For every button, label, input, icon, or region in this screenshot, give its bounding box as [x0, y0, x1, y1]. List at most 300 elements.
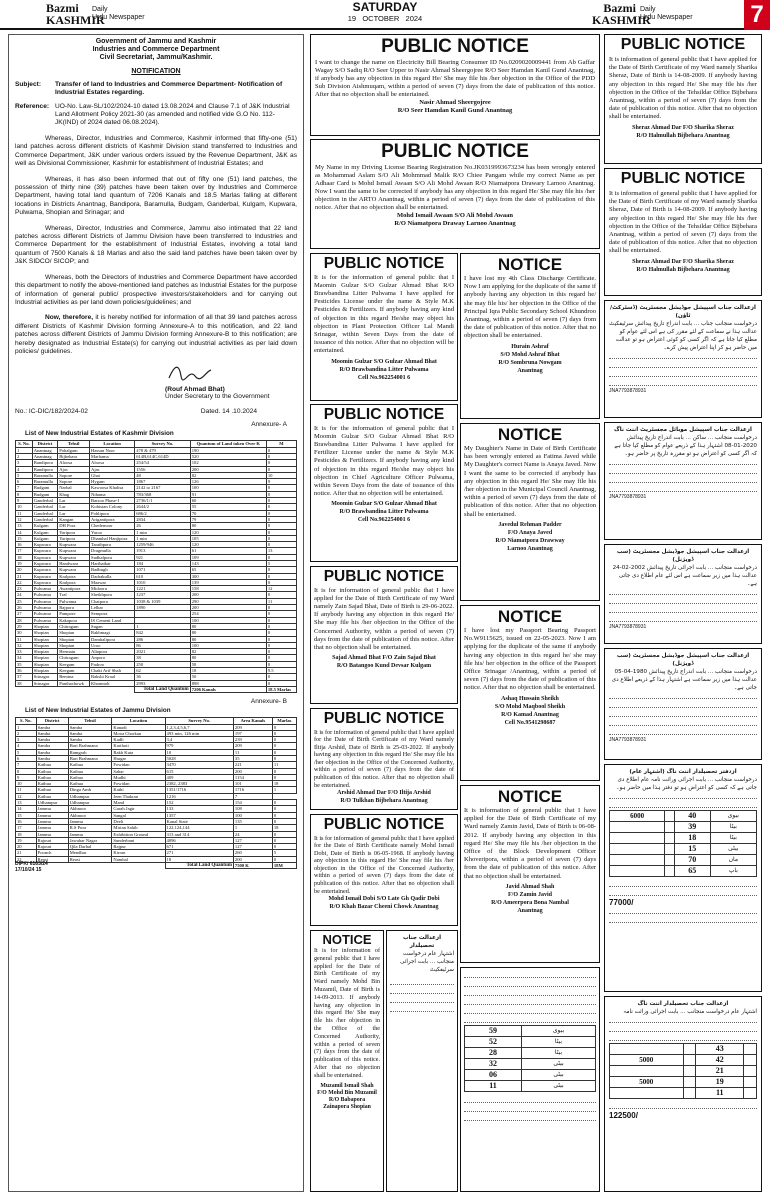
table-cell: Mand: [112, 800, 165, 806]
table-cell: Ajas: [90, 466, 135, 472]
table-cell: 12: [16, 793, 37, 799]
table-cell: 18: [165, 856, 233, 862]
left-brand: Bazmi KASHMIR: [46, 1, 105, 27]
urdu-notice-u3: ازعدالت جناب اسپیشل جوڈیشل مجسٹریٹ (سب ڈویژنل) درخواست منجانب ... بابت اجرائی تاریخ پیدائش 2002-02-24 عدالت ہذا میں زیر سماعت ہے اس لئے عام اطلاع دی جاتی ہے۔ JNA7793878931: [604, 544, 762, 644]
heir-cell: [683, 1088, 696, 1099]
table-cell: 18: [16, 554, 33, 560]
table-header-cell: Tehsil: [58, 441, 90, 447]
public-notice-fertilizer: PUBLIC NOTICE It is for the information of general public that I Moomin Gulzar S/O Gulzar Ahmad Bhat R/O Brawbandina Litter Pulwama I have applied for Fertilizer License under the name & Style M.K Pesticides & Fertilizers. If anybody having any kind of objection in this regard He/she may object his objection in Chief Agriculture Officer Pulwama, within Seven Days from the date of issuance of this notice. After that no objection will be entertained. Moomin Gulzar S/O Gulzar Ahmad Bhat R/O Brawbandina Litter Pulwama Cell No.962254001 6: [310, 404, 458, 562]
table-cell: 221: [233, 762, 272, 768]
table-cell: Jammu: [36, 806, 68, 812]
table-cell: Mirian Sahib: [112, 825, 165, 831]
table-cell: 26: [16, 605, 33, 611]
table-cell: Kulgam: [32, 523, 57, 529]
table-cell: 86: [135, 642, 191, 648]
table-cell: 11: [233, 749, 272, 755]
table-cell: 10: [16, 781, 37, 787]
table-cell: Shopian: [32, 655, 57, 661]
table-cell: 271: [165, 850, 233, 856]
table-cell: 493 min, 126 min: [165, 730, 233, 736]
table-cell: 3: [16, 737, 37, 743]
right-sub: Daily Urdu Newspaper: [640, 6, 693, 21]
table-cell: Kawoosa Khalisa: [90, 485, 135, 491]
table-cell: 3470: [165, 762, 233, 768]
table-cell: 21: [16, 573, 33, 579]
table-cell: Samba: [36, 743, 68, 749]
table-cell: 1: [272, 787, 296, 793]
heir-cell: 15: [674, 844, 710, 855]
table-cell: 2021: [135, 649, 191, 655]
table-cell: 0: [272, 730, 296, 736]
table-cell: 135: [233, 818, 272, 824]
table-cell: 0: [266, 529, 296, 535]
table-cell: 0: [266, 617, 296, 623]
annexure-a-total-label: Total Land Quantum: [135, 686, 191, 692]
table-cell: 18: [272, 781, 296, 787]
table-cell: 0: [266, 630, 296, 636]
table-cell: 0: [266, 447, 296, 453]
table-cell: Mooa Chorkan: [112, 730, 165, 736]
table-cell: Exhibition Ground: [112, 831, 165, 837]
notification-heading: NOTIFICATION: [131, 68, 181, 75]
heir-row: [610, 1077, 757, 1088]
table-cell: Hassan Noor: [90, 447, 135, 453]
table-cell: 101: [233, 781, 272, 787]
heir-cell: باپ: [710, 866, 756, 877]
table-cell: 154: [233, 800, 272, 806]
table-cell: Kupwara: [32, 548, 57, 554]
table-cell: Maawar: [90, 579, 135, 585]
table-cell: Kupwara: [58, 567, 90, 573]
table-cell: Rajouri: [36, 837, 68, 843]
table-cell: 50: [190, 674, 266, 680]
table-cell: Kathua: [68, 774, 112, 780]
table-cell: 1351/1716: [165, 787, 233, 793]
table-cell: Kupwara: [32, 542, 57, 548]
annexure-b-title: List of New Industrial Estates of Jammu Division: [25, 707, 171, 715]
table-cell: Samba: [36, 737, 68, 743]
heir-cell: [610, 855, 665, 866]
table-cell: Kathua: [36, 774, 68, 780]
table-cell: Ganderbal: [32, 504, 57, 510]
table-cell: 0: [272, 831, 296, 837]
table-cell: 26: [135, 523, 191, 529]
table-cell: Kanadi: [112, 724, 165, 730]
heir-cell: [665, 866, 675, 877]
table-cell: Rakhmagi: [90, 630, 135, 636]
table-cell: 2142 to 2167: [135, 485, 191, 491]
table-cell: Pulwama: [32, 586, 57, 592]
table-cell: 671: [165, 844, 233, 850]
table-cell: Mendhar: [68, 850, 112, 856]
table-cell: Ramgarh: [68, 749, 112, 755]
annexure-a-total-marlas: 18.5 Marlas: [266, 686, 296, 692]
table-cell: Kathua: [68, 762, 112, 768]
table-cell: 58: [190, 661, 266, 667]
heir-cell: 70: [674, 855, 710, 866]
table-header-cell: District: [36, 718, 68, 724]
table-cell: Fowidan: [112, 762, 165, 768]
table-cell: 105: [190, 535, 266, 541]
table-cell: Rajpur: [112, 844, 165, 850]
heir-cell: [683, 1044, 696, 1055]
table-cell: Midoora: [90, 586, 135, 592]
table-cell: 7: [16, 485, 33, 491]
table-cell: Kathua: [36, 781, 68, 787]
table-header-cell: Survey No.: [165, 718, 233, 724]
table-cell: 1 min: [135, 535, 191, 541]
table-cell: 23: [16, 586, 33, 592]
table-cell: Anpora: [90, 655, 135, 661]
heir-cell: 59: [465, 1026, 522, 1037]
heir-cell: 39: [674, 822, 710, 833]
table-cell: 0: [266, 510, 296, 516]
table-cell: 13: [16, 800, 37, 806]
table-cell: Ganderbal: [32, 516, 57, 522]
heir-cell: بیٹا: [521, 1048, 595, 1059]
table-cell: 14: [16, 529, 33, 535]
table-cell: 102: [190, 460, 266, 466]
table-cell: Kadli: [112, 737, 165, 743]
table-cell: 190: [190, 447, 266, 453]
table-cell: 19: [16, 837, 37, 843]
table-cell: 28: [16, 617, 33, 623]
table-cell: Karthoti: [112, 743, 165, 749]
table-cell: 109: [190, 554, 266, 560]
table-cell: 7: [16, 762, 37, 768]
table-cell: Lelhar: [90, 605, 135, 611]
heir-cell: بیٹا: [521, 1037, 595, 1048]
table-header-cell: Location: [112, 718, 165, 724]
table-cell: Shopian: [32, 649, 57, 655]
table-cell: 91: [190, 491, 266, 497]
heir-row: [465, 1081, 596, 1092]
table-cell: 62: [135, 668, 191, 674]
table-cell: Bemina: [58, 674, 90, 680]
table-header-cell: Survey No.: [135, 441, 191, 447]
table-cell: 184: [135, 560, 191, 566]
public-notice-sharika-2: PUBLIC NOTICE It is information of general public that I have applied for the Date of Birth Certificate of my Ward namely Sharika Sheraz, Date of Birth is 14-08-2009. If anybody having any objection in this regard He/ She may file his /her objection in the Office of the Tehsildar Office Bijbehara Anantnag, within a period of seven (7) days from the date of publication of this notice. After that no objection shall be entertained. Sheraz Ahmad Dar F/O Sharika Sheraz R/O Halmullah Bijbehara Anantnag: [604, 168, 762, 296]
heir-cell: 52: [465, 1037, 522, 1048]
table-cell: Nambal: [112, 856, 165, 862]
table-cell: Akhnoor: [68, 812, 112, 818]
table-cell: Udhampur: [68, 793, 112, 799]
table-cell: Poonch: [36, 850, 68, 856]
heir-cell: 28: [465, 1048, 522, 1059]
table-cell: 0: [266, 623, 296, 629]
table-cell: Kulgam: [32, 535, 57, 541]
table-cell: Chedernoor: [90, 523, 135, 529]
heir-row: [610, 866, 757, 877]
para-1: Whereas, Director, Industries and Commerce, Kashmir informed that fifty-one (51) land patches across different districts of Kashmir Division stand transferred to Industries and Commerce Department, J&K under various orders issued by the Revenue Department, J&K as well as Divisional Commissioner, Kashmir for establishment of Industrial Estates; and: [15, 135, 297, 168]
table-cell: 898: [190, 680, 266, 686]
table-cell: 38: [16, 680, 33, 686]
table-cell: Srinagar: [32, 674, 57, 680]
table-cell: Kathua: [36, 768, 68, 774]
table-cell: 290: [190, 598, 266, 604]
table-cell: Aliapora: [90, 649, 135, 655]
heir-cell: 32: [465, 1059, 522, 1070]
table-header-cell: District: [32, 441, 57, 447]
table-header-cell: S. No.: [16, 718, 37, 724]
table-cell: Sudhalpora: [90, 554, 135, 560]
table-cell: Shopian: [58, 636, 90, 642]
table-cell: Kupwara: [32, 573, 57, 579]
reference: Reference: UO-No. Law-SL/102/2024-10 dated 13.08.2024 and Clause 7.1 of J&K Industrial Land Allotment Policy 2021-30 (as amended and notified vide G.O No. 112-JK(IND) of 2024 dated 06.08.2024).: [15, 103, 290, 126]
urdu-notice-u4: ازعدالت جناب اسپیشل جوڈیشل مجسٹریٹ (سب ڈویژنل) درخواست منجانب ... بابت اندراج تاریخ پیدائش 1980-04-05 عدالت ہذا میں زیر سماعت ہے اشتہار ہذا کے ذریعے اطلاع دی جاتی ہے۔ JNA7793878931: [604, 648, 762, 760]
signatory-name: (Rouf Ahmad Bhat): [165, 386, 225, 394]
table-cell: 1: [135, 623, 191, 629]
table-cell: 7: [233, 793, 272, 799]
heir-row: [465, 1026, 596, 1037]
table-cell: Samba: [36, 749, 68, 755]
table-cell: 254: [190, 611, 266, 617]
table-cell: 127: [233, 844, 272, 850]
table-cell: 122,124,144: [165, 825, 233, 831]
public-notice-electricity: PUBLIC NOTICE I want to change the name on Electricity Bill Bearing Consumer ID No.0209020009441 from Ab Gaffar Wagay S/O Sadiq R/O Seer Upper to Nasir Ahmad Sheergojree R/O Seer Hamdan Kanil Gund Anantnag, if anybody has any objection in this regard He/ She may file his /her objection in the Office of the PDD Sub Division Aishmuqam, within a period of seven (7) days from the date of publication of this notice. After that no objection shall be entertained. Nasir Ahmad Sheergojree R/O Seer Hamdan Kanil Gund Anantnag: [310, 34, 600, 136]
table-cell: 615: [165, 768, 233, 774]
table-cell: 1237: [135, 592, 191, 598]
table-cell: Badbugh: [90, 567, 135, 573]
table-cell: 1154: [233, 774, 272, 780]
table-cell: Sangal: [112, 812, 165, 818]
table-cell: Kohistan Colony: [90, 504, 135, 510]
table-cell: 36: [16, 668, 33, 674]
table-cell: 12: [16, 516, 33, 522]
table-cell: 1556: [135, 466, 191, 472]
urdu-notice-u7: ازعدالت جناب تحصیلدار اننت ناگ اشتہار عام درخواست منجانب ... بابت اجرائی وراثت نامہ 43 5000 42 21 5000 19 11 122500/: [604, 996, 762, 1192]
table-cell: Bandipora: [32, 466, 57, 472]
table-cell: Rakh Kuta: [112, 749, 165, 755]
table-cell: 1890: [135, 605, 191, 611]
table-header-cell: Tehsil: [68, 718, 112, 724]
table-cell: 9: [266, 479, 296, 485]
table-cell: Bijbehara: [58, 453, 90, 459]
table-cell: Tarathpora: [90, 542, 135, 548]
heir-cell: [744, 1044, 757, 1055]
table-cell: 200: [190, 466, 266, 472]
table-cell: 2: [16, 730, 37, 736]
notice-zamin-javid: NOTICE It is information of general public that I have applied for the Date of Birth Certificate of my Ward namely Zamin Javid, Date of Birth is 06-08-2012. If anybody having any objection in this regard He/ She may file his /her objection in the Office of the Block Development Officer Khoveripora, within a period of seven (7) days from the date of publication of this notice. After that no objection shall be entertained. Javid Ahmad Shah F/O Zamin Javid R/O Ameerpora Bona Nambal Anantnag: [460, 785, 600, 963]
public-notice-pesticides: PUBLIC NOTICE It is for the information of general public that I Maomin Gulzar S/O Gulzar Ahmad Bhat R/O Brawbandina Litter Pulwama I have applied for Pesticides License under the name & Style M.K Pesticides & Fertilizers. If anybody having any kind of objection in this regard He/she may object his objection in Plant Protection Officer Lal Mandi Srinagar, within Seven Days from the date of issuance of this notice. After that no objection will be entertained. Moomin Gulzar S/O Gulzar Ahmad Bhat R/O Brawbandina Litter Pulwama Cell No.962254001 6: [310, 253, 458, 401]
table-cell: 921: [135, 554, 191, 560]
table-cell: 32: [16, 642, 33, 648]
heir-cell: 19: [696, 1077, 744, 1088]
table-cell: Yaripora: [58, 535, 90, 541]
u5-amount: 77000/: [609, 898, 634, 907]
table-cell: Kulgam: [32, 529, 57, 535]
table-cell: 4: [16, 466, 33, 472]
table-cell: 0: [266, 460, 296, 466]
heir-cell: 5000: [610, 1055, 684, 1066]
heir-cell: [665, 822, 675, 833]
table-cell: Pulwama: [32, 605, 57, 611]
table-cell: Kupwara: [32, 567, 57, 573]
heir-cell: بیٹی: [521, 1059, 595, 1070]
table-cell: 842: [135, 630, 191, 636]
table-cell: 0: [272, 837, 296, 843]
table-cell: 8: [16, 768, 37, 774]
table-cell: Keegam: [58, 661, 90, 667]
urdu-notice-u6-table: [460, 967, 600, 1192]
table-cell: Anantnag: [32, 447, 57, 453]
heir-cell: [610, 1066, 684, 1077]
table-cell: 254/54: [135, 460, 191, 466]
table-cell: Yaroo: [90, 529, 135, 535]
heir-cell: بیوی: [521, 1026, 595, 1037]
table-cell: Marhama: [90, 453, 135, 459]
table-cell: 0: [266, 535, 296, 541]
table-cell: Pampore: [58, 611, 90, 617]
govt-notification: [8, 34, 304, 1192]
annexure-b-total-label: Total Land Quantum: [165, 863, 233, 869]
table-cell: Pulwama: [32, 598, 57, 604]
table-cell: 209: [233, 724, 272, 730]
table-cell: 82: [190, 472, 266, 478]
table-cell: 0: [266, 523, 296, 529]
govt-header: Government of Jammu and Kashmir Industries and Commerce Department Civil Secretariat, Jammu/Kashmir.: [92, 38, 220, 61]
table-cell: Jammu: [36, 825, 68, 831]
heir-row: [610, 1055, 757, 1066]
table-cell: 60: [190, 498, 266, 504]
table-cell: 158: [190, 586, 266, 592]
table-cell: Lar: [58, 510, 90, 516]
table-cell: Sunderbani: [112, 837, 165, 843]
table-cell: 300: [190, 573, 266, 579]
table-header-cell: Location: [90, 441, 135, 447]
heir-row: [610, 844, 757, 855]
annexure-b-table: [15, 717, 297, 869]
table-cell: 0: [266, 498, 296, 504]
heir-row: [610, 811, 757, 822]
table-cell: DH Pora: [58, 523, 90, 529]
table-cell: Sopore: [58, 472, 90, 478]
table-cell: 36: [135, 674, 191, 680]
table-cell: 0: [266, 542, 296, 548]
table-cell: Lar: [58, 498, 90, 504]
table-cell: Qila Darhal: [68, 844, 112, 850]
table-cell: 0: [272, 856, 296, 862]
table-cell: 29: [16, 623, 33, 629]
heir-cell: 06: [465, 1070, 522, 1081]
table-cell: Shopian: [58, 630, 90, 636]
table-cell: 0: [272, 800, 296, 806]
table-cell: Awantipora: [58, 586, 90, 592]
heir-cell: 21: [696, 1066, 744, 1077]
table-cell: Pulwama: [58, 598, 90, 604]
table-cell: 0: [266, 516, 296, 522]
heir-cell: بیٹی: [521, 1081, 595, 1092]
heir-row: [610, 855, 757, 866]
table-cell: Anantnag: [32, 453, 57, 459]
table-cell: 11: [16, 787, 37, 793]
table-cell: 2644/2: [135, 504, 191, 510]
heir-row: [610, 822, 757, 833]
table-cell: 3,4: [165, 737, 233, 743]
table-cell: 200: [233, 856, 272, 862]
table-cell: Budgam: [32, 491, 57, 497]
table-cell: Kathua: [68, 768, 112, 774]
table-cell: 10: [266, 472, 296, 478]
table-cell: 1,2,3,4,5,6,7: [165, 724, 233, 730]
heir-cell: [665, 811, 675, 822]
table-cell: 200: [190, 605, 266, 611]
table-cell: 0: [266, 661, 296, 667]
dipk-number: DIPK/ 6163/24 17/10/24 15: [15, 861, 48, 874]
table-cell: 9.5: [266, 668, 296, 674]
table-cell: Jammu: [36, 818, 68, 824]
table-cell: 783/368: [135, 491, 191, 497]
table-cell: Shopian: [32, 642, 57, 648]
table-cell: 61: [190, 548, 266, 554]
table-cell: 1: [233, 825, 272, 831]
table-cell: Arigantipora: [90, 516, 135, 522]
table-cell: Kupwara: [58, 554, 90, 560]
heir-row: [465, 1048, 596, 1059]
public-notice-sharika-1: PUBLIC NOTICE It is information of general public that I have applied for the Date of Birth Certificate of my Ward namely Sharika Sheraz, Date of Birth is 14-08-2009. If anybody having any objection in this regard He/ She may file his /her objection in the Office of the Tehsildar Office Bijbehara Anantnag, within a period of seven (7) days from the date of publication of this notice. After that no objection shall be entertained. Sheraz Ahmad Dar F/O Sharika Sheraz R/O Halmullah Bijbehara Anantnag: [604, 34, 762, 164]
u7-amount: 122500/: [609, 1111, 638, 1120]
table-cell: 79: [190, 516, 266, 522]
table-cell: 4: [16, 743, 37, 749]
table-cell: Bakshi Kraal: [90, 674, 135, 680]
table-cell: Sheikhpora: [90, 592, 135, 598]
table-cell: Nihama: [90, 491, 135, 497]
table-cell: Keegam: [58, 668, 90, 674]
table-cell: 9: [16, 774, 37, 780]
table-cell: Sahar: [112, 768, 165, 774]
table-cell: 2: [16, 453, 33, 459]
table-cell: 80: [190, 523, 266, 529]
table-cell: Budgam: [32, 485, 57, 491]
heir-cell: 11: [696, 1088, 744, 1099]
para-3: Whereas, Director, Industries and Commerce, Jammu also intimated that 22 land patches across different Districts of Jammu Division have been transferred to Industries and Commerce Department for the establishment of Industrial Estates, involving a total land quantum of 7500 Kanals & 18 Marlas and also the said land patches have been taken over by J&K SIDCO/ SICOP; and: [15, 224, 297, 266]
table-cell: 17: [16, 825, 37, 831]
table-cell: 1: [16, 447, 33, 453]
table-cell: 0: [266, 655, 296, 661]
table-cell: 2834: [135, 516, 191, 522]
table-cell: 55: [190, 504, 266, 510]
table-cell: 200: [233, 768, 272, 774]
table-cell: 12: [266, 586, 296, 592]
annexure-a-table: [15, 440, 297, 693]
table-cell: Barsoo Phase-I: [90, 498, 135, 504]
table-cell: Srinagar: [32, 680, 57, 686]
table-cell: Kathua: [36, 762, 68, 768]
table-cell: Aloosa: [90, 460, 135, 466]
table-cell: 18: [190, 668, 266, 674]
table-cell: 143: [190, 560, 266, 566]
table-cell: Rajouri: [36, 844, 68, 850]
annexure-a-title: List of New Industrial Estates of Kashmir Division: [25, 430, 174, 438]
table-cell: 152: [165, 800, 233, 806]
table-cell: Samba: [36, 756, 68, 762]
u5-heirs-table: [609, 810, 757, 877]
table-cell: 48: [135, 472, 191, 478]
table-cell: 5: [266, 560, 296, 566]
table-cell: 10: [165, 749, 233, 755]
table-cell: Garah Jagir: [112, 806, 165, 812]
table-cell: Jeen Thakran: [112, 793, 165, 799]
heir-row: [610, 1044, 757, 1055]
table-cell: Samba: [68, 737, 112, 743]
table-cell: 409: [165, 774, 233, 780]
table-cell: Ganderbal: [32, 498, 57, 504]
table-cell: 614B,614C,614D: [135, 453, 191, 459]
heir-cell: 18: [674, 833, 710, 844]
table-cell: 17: [16, 548, 33, 554]
table-cell: 0: [266, 674, 296, 680]
heir-row: [465, 1070, 596, 1081]
